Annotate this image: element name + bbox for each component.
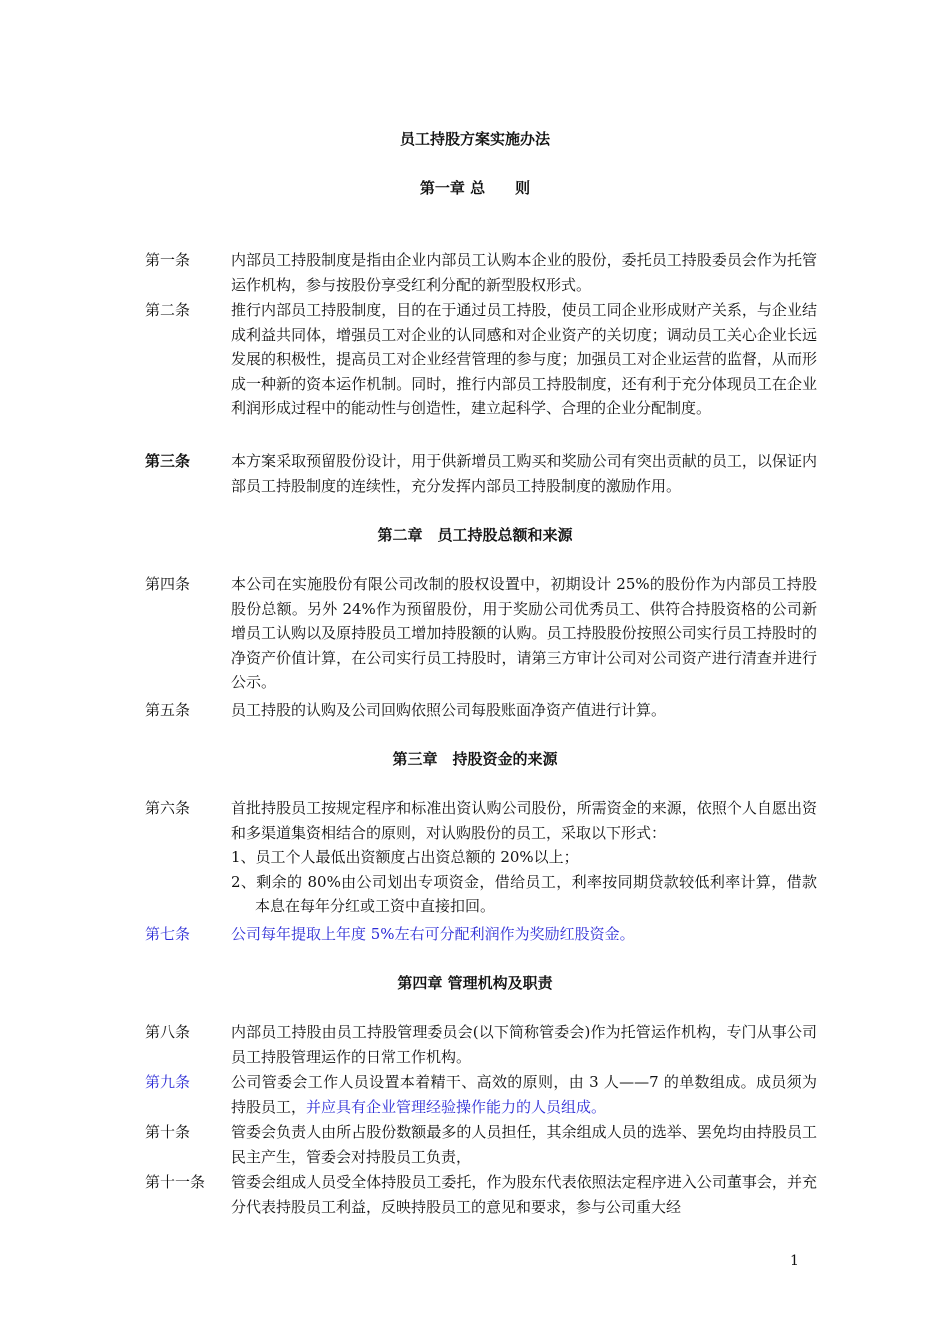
article-text — [231, 1070, 817, 1119]
article-text: 本方案采取预留股份设计，用于供新增员工购买和奖励公司有突出贡献的员工，以保证内部员工持股制度的连续性，充分发挥内部员工持股制度的激励作用。 — [231, 452, 817, 495]
article-10 — [145, 1120, 817, 1169]
chapter-4-heading: 第四章 管理机构及职责 — [397, 974, 553, 992]
article-label: 第七条 — [145, 925, 191, 943]
article-1 — [145, 248, 817, 297]
article-text-part: 公司管委会工作人员设置本着精干、高效的原则，由 3 人——7 的单数组成。成员须为持股员工， — [231, 1073, 817, 1116]
article-text: 公司每年提取上年度 5%左右可分配利润作为奖励红股资金。 — [231, 925, 635, 943]
article-2 — [145, 298, 817, 421]
article-label: 第十一条 — [145, 1173, 206, 1191]
article-text-highlight: 并应具有企业管理经验操作能力的人员组成。 — [306, 1097, 607, 1116]
article-text: 管委会组成人员受全体持股员工委托，作为股东代表依照法定程序进入公司董事会，并充分代表持股员工利益，反映持股员工的意见和要求，参与公司重大经 — [231, 1173, 817, 1216]
article-3 — [145, 449, 817, 498]
article-8 — [145, 1020, 817, 1069]
article-label: 第四条 — [145, 575, 191, 593]
article-label: 第二条 — [145, 301, 191, 319]
article-label: 第三条 — [145, 452, 191, 470]
list-item: 2、剩余的 80%由公司划出专项资金，借给员工，利率按同期贷款较低利率计算，借款本息在每年分红或工资中直接扣回。 — [231, 872, 817, 915]
article-text: 管委会负责人由所占股份数额最多的人员担任，其余组成人员的选举、罢免均由持股员工民主产生，管委会对持股员工负责， — [231, 1123, 817, 1166]
article-label: 第十条 — [145, 1123, 191, 1141]
chapter-1-heading: 第一章 总 则 — [419, 179, 531, 197]
article-text — [231, 796, 817, 919]
article-label: 第六条 — [145, 799, 191, 817]
page-number: 1 — [790, 1253, 799, 1269]
article-text: 内部员工持股由员工持股管理委员会(以下简称管委会)作为托管运作机构，专门从事公司员工持股管理运作的日常工作机构。 — [231, 1023, 817, 1066]
article-text: 推行内部员工持股制度，目的在于通过员工持股，使员工同企业形成财产关系，与企业结成利益共同体，增强员工对企业的认同感和对企业资产的关切度；调动员工关心企业长远发展的积极性，提高员工对企业经营管理的参与度；加强员工对企业运营的监督，从而形成一种新的资本运作机制。同时，推行内部员工持股制度，还有利于充分体现员工在企业利润形成过程中的能动性与创造性，建立起科学、合理的企业分配制度。 — [231, 301, 817, 417]
chapter-3-heading: 第三章 持股资金的来源 — [392, 750, 558, 768]
article-label: 第一条 — [145, 251, 191, 269]
article-text: 内部员工持股制度是指由企业内部员工认购本企业的股份，委托员工持股委员会作为托管运作机构，参与按股份享受红利分配的新型股权形式。 — [231, 251, 817, 294]
article-9 — [145, 1070, 817, 1119]
article-6 — [145, 796, 817, 919]
article-5 — [145, 698, 817, 723]
article-4 — [145, 572, 817, 695]
list-item: 1、员工个人最低出资额度占出资总额的 20%以上； — [231, 848, 579, 866]
document-title: 员工持股方案实施办法 — [399, 130, 550, 148]
article-label: 第八条 — [145, 1023, 191, 1041]
article-intro: 首批持股员工按规定程序和标准出资认购公司股份，所需资金的来源，依照个人自愿出资和多渠道集资相结合的原则，对认购股份的员工，采取以下形式： — [231, 799, 817, 842]
article-label: 第五条 — [145, 701, 191, 719]
chapter-2-heading: 第二章 员工持股总额和来源 — [377, 526, 573, 544]
article-7 — [145, 922, 817, 947]
article-11 — [145, 1170, 817, 1219]
article-label: 第九条 — [145, 1073, 191, 1091]
article-text: 本公司在实施股份有限公司改制的股权设置中，初期设计 25%的股份作为内部员工持股股份总额。另外 24%作为预留股份，用于奖励公司优秀员工、供符合持股资格的公司新增员工认购以及原持股员工增加持股额的认购。员工持股股份按照公司实行员工持股时的净资产价值计算，在公司实行员工持股时，请第三方审计公司对公司资产进行清查并进行公示。 — [231, 575, 817, 691]
article-text: 员工持股的认购及公司回购依照公司每股账面净资产值进行计算。 — [231, 701, 667, 719]
